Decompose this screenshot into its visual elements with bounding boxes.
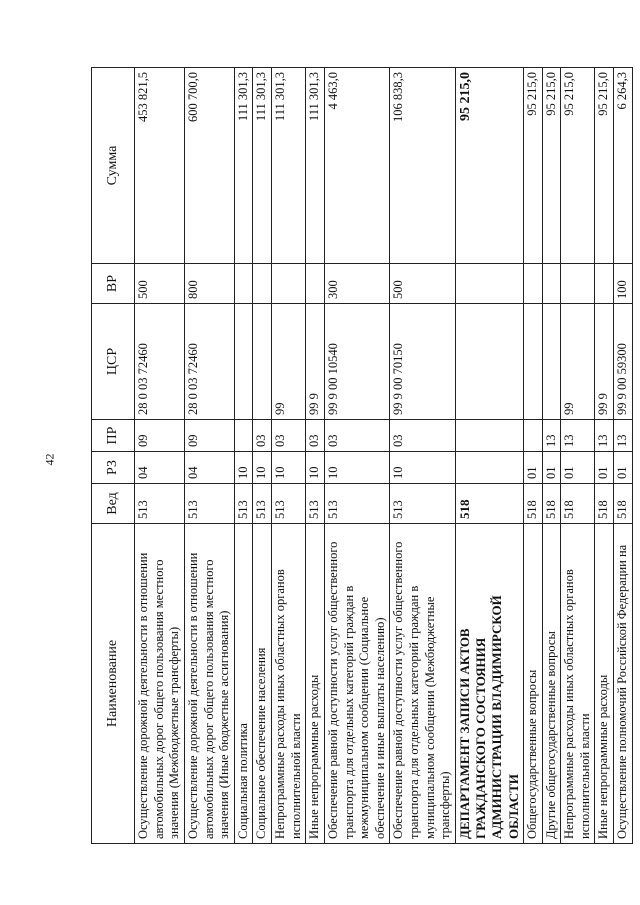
cell-vr — [542, 264, 561, 304]
cell-vr — [234, 264, 253, 304]
header-pr: ПР — [92, 420, 135, 452]
cell-sum: 6 264,3 — [614, 68, 633, 264]
cell-sum: 111 301,3 — [253, 68, 272, 264]
cell-rz: 10 — [306, 452, 325, 484]
cell-csr: 28 0 03 72460 — [135, 304, 185, 420]
cell-ved: 513 — [324, 484, 390, 524]
cell-csr: 28 0 03 72460 — [184, 304, 234, 420]
cell-csr: 99 9 00 10540 — [324, 304, 390, 420]
cell-rz: 01 — [561, 452, 595, 484]
cell-ved: 513 — [234, 484, 253, 524]
cell-pr: 03 — [253, 420, 272, 452]
cell-rz: 10 — [324, 452, 390, 484]
cell-pr: 03 — [390, 420, 456, 452]
cell-ved: 513 — [184, 484, 234, 524]
cell-pr: 03 — [306, 420, 325, 452]
cell-name: Непрограммные расходы иных областных органов исполнительной власти — [272, 524, 306, 844]
cell-sum: 111 301,3 — [306, 68, 325, 264]
cell-vr — [561, 264, 595, 304]
cell-pr: 13 — [561, 420, 595, 452]
cell-rz: 01 — [542, 452, 561, 484]
table-row — [523, 68, 542, 844]
cell-rz: 01 — [523, 452, 542, 484]
cell-sum: 106 838,3 — [390, 68, 456, 264]
cell-ved: 518 — [523, 484, 542, 524]
cell-rz: 10 — [272, 452, 306, 484]
cell-name: ДЕПАРТАМЕНТ ЗАПИСИ АКТОВ ГРАЖДАНСКОГО СОСТОЯНИЯ АДМИНИСТРАЦИИ ВЛАДИМИРСКОЙ ОБЛАСТИ — [455, 524, 523, 844]
cell-sum: 95 215,0 — [455, 68, 523, 264]
cell-ved: 518 — [455, 484, 523, 524]
table-row — [253, 68, 272, 844]
cell-pr: 09 — [135, 420, 185, 452]
cell-name: Осуществление полномочий Российской Федерации на — [614, 524, 633, 844]
header-name: Наименование — [92, 524, 135, 844]
cell-pr: 13 — [595, 420, 614, 452]
cell-csr: 99 — [561, 304, 595, 420]
cell-sum: 453 821,5 — [135, 68, 185, 264]
cell-rz — [455, 452, 523, 484]
cell-name: Иные непрограммные расходы — [306, 524, 325, 844]
table-row — [542, 68, 561, 844]
table-row — [561, 68, 595, 844]
cell-pr: 13 — [614, 420, 633, 452]
cell-name: Обеспечение равной доступности услуг общественного транспорта для отдельных категорий граждан в межмуниципальном сообщении (Социальное обеспечение и иные выплаты населению) — [324, 524, 390, 844]
cell-name: Общегосударственные вопросы — [523, 524, 542, 844]
cell-sum: 600 700,0 — [184, 68, 234, 264]
cell-vr: 800 — [184, 264, 234, 304]
table-row — [324, 68, 390, 844]
cell-name: Другие общегосударственные вопросы — [542, 524, 561, 844]
cell-sum: 95 215,0 — [542, 68, 561, 264]
budget-table — [91, 67, 633, 844]
cell-ved: 513 — [306, 484, 325, 524]
cell-rz: 10 — [390, 452, 456, 484]
table-row — [390, 68, 456, 844]
cell-vr — [253, 264, 272, 304]
cell-csr — [523, 304, 542, 420]
cell-pr — [234, 420, 253, 452]
table-row — [614, 68, 633, 844]
cell-rz: 01 — [595, 452, 614, 484]
cell-name: Социальное обеспечение населения — [253, 524, 272, 844]
cell-vr: 500 — [135, 264, 185, 304]
cell-sum: 111 301,3 — [234, 68, 253, 264]
cell-csr: 99 9 — [306, 304, 325, 420]
cell-sum: 95 215,0 — [561, 68, 595, 264]
cell-rz: 10 — [253, 452, 272, 484]
cell-csr — [234, 304, 253, 420]
cell-ved: 513 — [390, 484, 456, 524]
cell-vr: 300 — [324, 264, 390, 304]
cell-vr — [455, 264, 523, 304]
rotated-table-wrapper — [91, 68, 629, 844]
table-row — [135, 68, 185, 844]
cell-name: Осуществление дорожной деятельности в отношении автомобильных дорог общего пользования местного значения (Иные бюджетные ассигнования) — [184, 524, 234, 844]
cell-pr: 13 — [542, 420, 561, 452]
cell-pr: 03 — [324, 420, 390, 452]
header-ved: Вед — [92, 484, 135, 524]
table-row — [272, 68, 306, 844]
cell-vr: 100 — [614, 264, 633, 304]
cell-rz: 04 — [184, 452, 234, 484]
cell-pr: 03 — [272, 420, 306, 452]
cell-pr: 09 — [184, 420, 234, 452]
cell-csr — [455, 304, 523, 420]
table-row — [306, 68, 325, 844]
cell-vr — [595, 264, 614, 304]
header-csr: ЦСР — [92, 304, 135, 420]
cell-csr — [542, 304, 561, 420]
cell-vr: 500 — [390, 264, 456, 304]
cell-ved: 518 — [542, 484, 561, 524]
header-rz: РЗ — [92, 452, 135, 484]
cell-csr: 99 9 00 59300 — [614, 304, 633, 420]
cell-sum: 111 301,3 — [272, 68, 306, 264]
cell-ved: 518 — [614, 484, 633, 524]
cell-csr — [253, 304, 272, 420]
cell-rz: 01 — [614, 452, 633, 484]
cell-csr: 99 9 00 70150 — [390, 304, 456, 420]
table-row — [595, 68, 614, 844]
cell-ved: 513 — [253, 484, 272, 524]
cell-ved: 518 — [561, 484, 595, 524]
header-vr: ВР — [92, 264, 135, 304]
page-number: 42 — [42, 453, 57, 466]
cell-vr — [272, 264, 306, 304]
cell-name: Социальная политика — [234, 524, 253, 844]
cell-pr — [523, 420, 542, 452]
cell-name: Непрограммные расходы иных областных органов исполнительной власти — [561, 524, 595, 844]
cell-rz: 04 — [135, 452, 185, 484]
cell-csr: 99 9 — [595, 304, 614, 420]
cell-ved: 518 — [595, 484, 614, 524]
table-row — [184, 68, 234, 844]
cell-ved: 513 — [272, 484, 306, 524]
cell-vr — [523, 264, 542, 304]
cell-sum: 95 215,0 — [523, 68, 542, 264]
table-row-department — [455, 68, 523, 844]
cell-rz: 10 — [234, 452, 253, 484]
cell-vr — [306, 264, 325, 304]
cell-ved: 513 — [135, 484, 185, 524]
table-header-row — [92, 68, 135, 844]
cell-name: Обеспечение равной доступности услуг общественного транспорта для отдельных категорий граждан в муниципальном сообщении (Межбюджетные трансферты) — [390, 524, 456, 844]
cell-pr — [455, 420, 523, 452]
cell-sum: 4 463,0 — [324, 68, 390, 264]
header-sum: Сумма — [92, 68, 135, 264]
cell-csr: 99 — [272, 304, 306, 420]
cell-name: Осуществление дорожной деятельности в отношении автомобильных дорог общего пользования местного значения (Межбюджетные трансферты) — [135, 524, 185, 844]
cell-sum: 95 215,0 — [595, 68, 614, 264]
cell-name: Иные непрограммные расходы — [595, 524, 614, 844]
table-row — [234, 68, 253, 844]
